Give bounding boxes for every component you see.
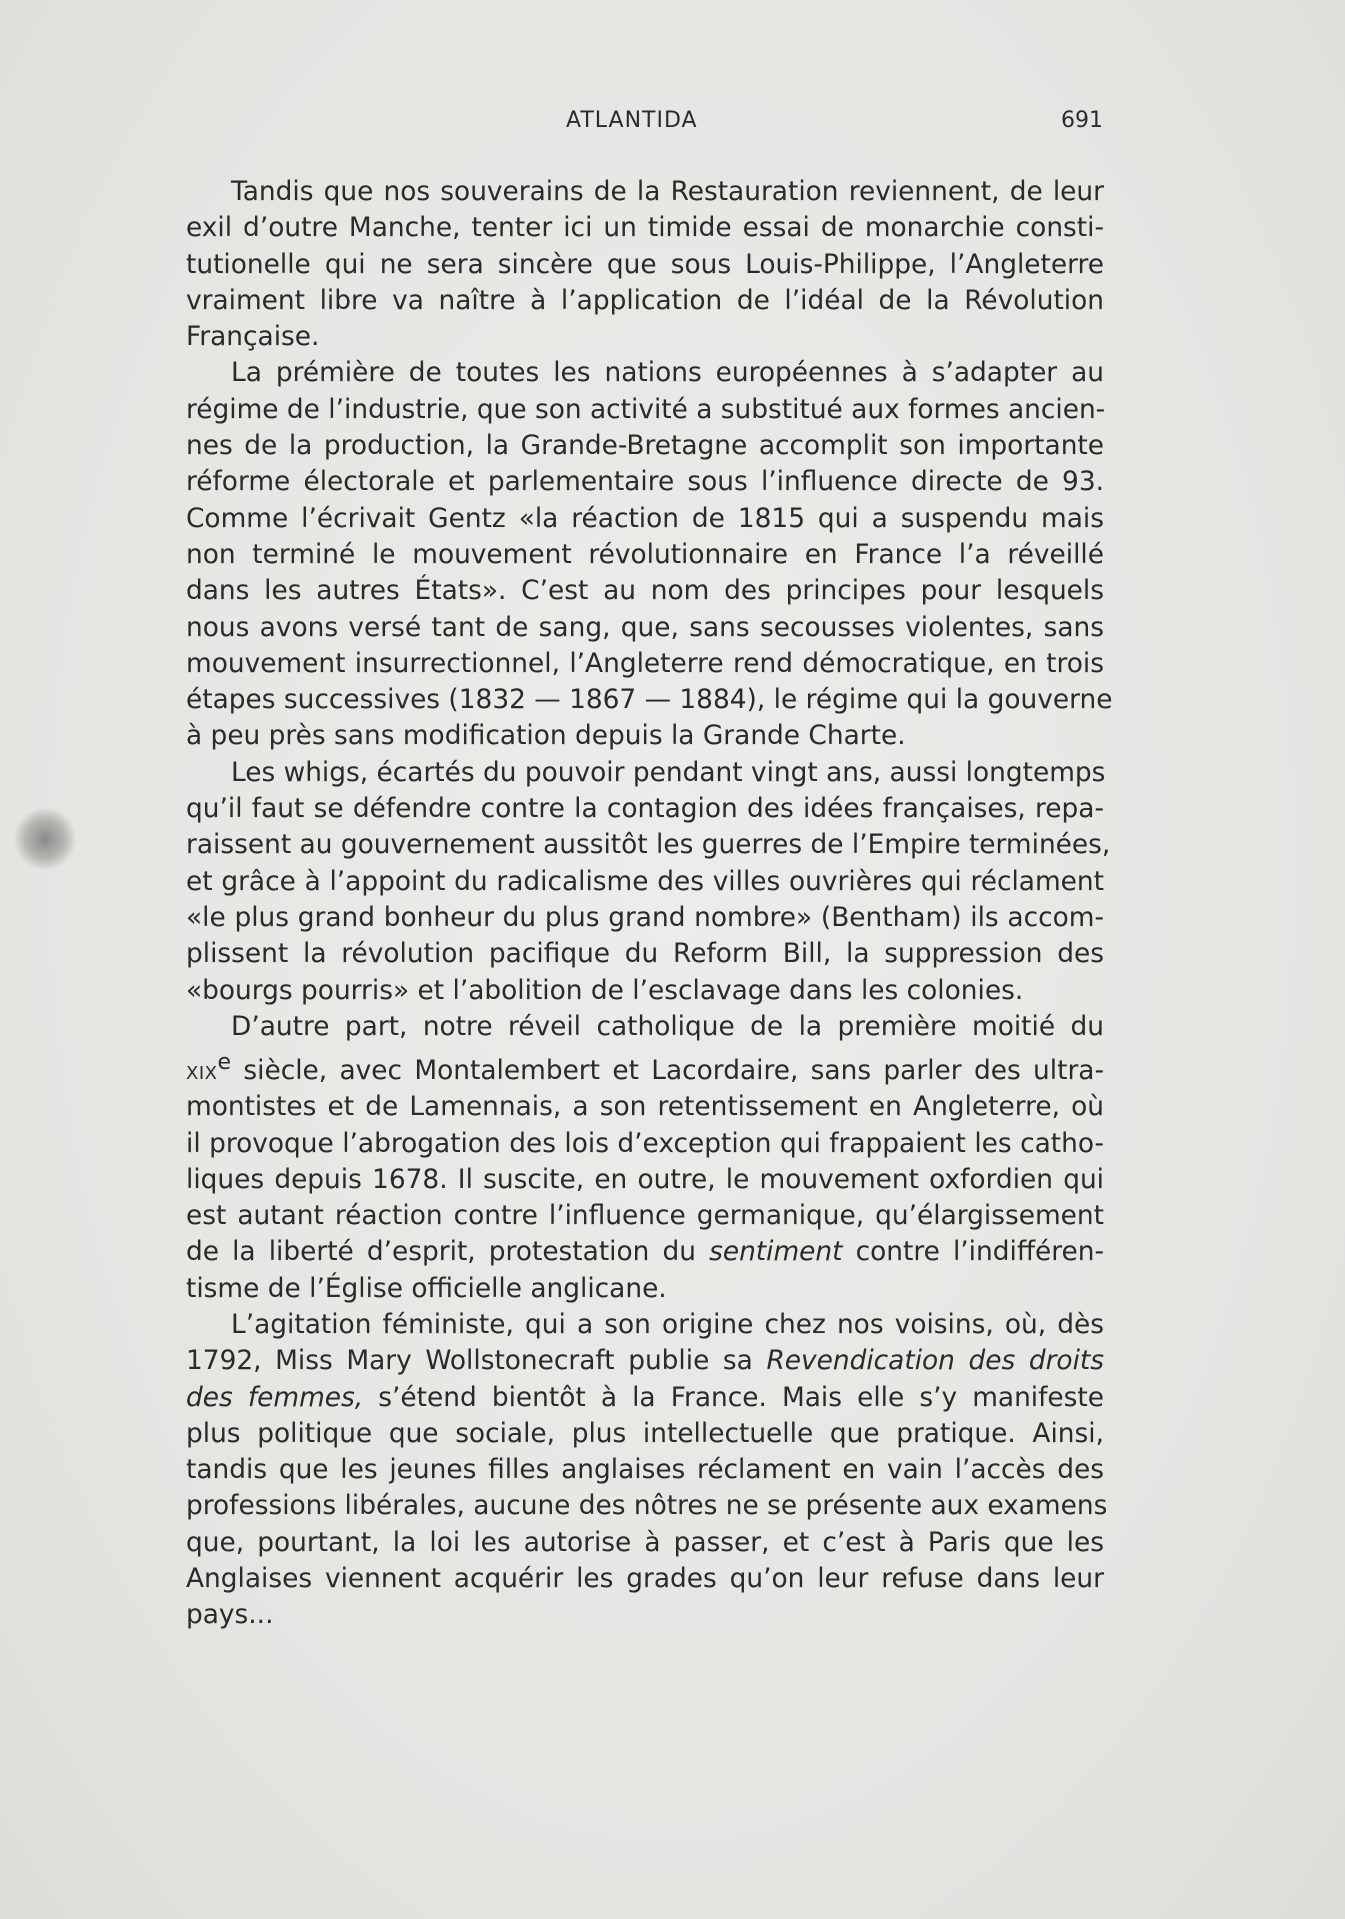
text-line: nous avons versé tant de sang, que, sans secousses violentes, sans [186, 611, 1104, 643]
italic-book-title: Revendication des droits [766, 1345, 1105, 1377]
text-line: est autant réaction contre l’influence germanique, qu’élargissement [186, 1200, 1104, 1232]
text-line: exil d’outre Manche, tenter ici un timide essai de monarchie consti- [186, 212, 1104, 244]
text-line: liques depuis 1678. Il suscite, en outre, le mouvement oxfordien qui [186, 1163, 1104, 1195]
italic-book-title: des femmes, [186, 1381, 364, 1413]
text-line: nes de la production, la Grande-Bretagne accomplit son importante [186, 430, 1104, 462]
text-line [186, 1234, 1104, 1270]
text-line: étapes successives (1832 — 1867 — 1884), le régime qui la gouverne [186, 684, 1113, 716]
text-line: raissent au gouvernement aussitôt les guerres de l’Empire terminées, [186, 829, 1111, 861]
text-line: qu’il faut se défendre contre la contagion des idées françaises, repa- [186, 793, 1104, 825]
body-text [186, 174, 1113, 1634]
text-line: plus politique que sociale, plus intellectuelle que pratique. Ainsi, [186, 1417, 1104, 1449]
text-line: Les whigs, écartés du pouvoir pendant vingt ans, aussi longtemps [231, 756, 1106, 788]
text-line: non terminé le mouvement révolutionnaire en France l’a réveillé [186, 538, 1104, 570]
text-line: «bourgs pourris» et l’abolition de l’esclavage dans les colonies. [186, 974, 1024, 1006]
text-fragment: siècle, avec Montalembert et Lacordaire, sans parler des ultra- [243, 1054, 1104, 1086]
text-line: tandis que les jeunes filles anglaises réclament en vain l’accès des [186, 1454, 1104, 1486]
text-line: Comme l’écrivait Gentz «la réaction de 1815 qui a suspendu mais [186, 502, 1104, 534]
page-header [186, 108, 1106, 148]
text-line: dans les autres États». C’est au nom des principes pour lesquels [186, 575, 1104, 607]
page-number: 691 [1061, 108, 1103, 133]
text-line: montistes et de Lamennais, a son retentissement en Angleterre, où [186, 1091, 1104, 1123]
text-line: Tandis que nos souverains de la Restauration reviennent, de leur [231, 176, 1104, 207]
text-line: La prémière de toutes les nations européennes à s’adapter au [231, 357, 1104, 389]
text-line: que, pourtant, la loi les autorise à passer, et c’est à Paris que les [186, 1526, 1104, 1558]
century-superscript: e [217, 1050, 232, 1076]
italic-sentiment: sentiment [709, 1236, 843, 1268]
text-line: et grâce à l’appoint du radicalisme des villes ouvrières qui réclament [186, 865, 1104, 897]
text-line: professions libérales, aucune des nôtres ne se présente aux examens [186, 1490, 1108, 1522]
ink-blot-mark [14, 808, 76, 870]
text-fragment: de la liberté d’esprit, protestation du [186, 1236, 696, 1268]
running-title: ATLANTIDA [566, 108, 698, 133]
text-line: Anglaises viennent acquérir les grades qu’on leur refuse dans leur [186, 1563, 1104, 1595]
text-fragment: contre l’indifféren- [855, 1236, 1104, 1268]
century-numeral: xix [186, 1054, 218, 1086]
text-line [186, 1380, 1104, 1416]
text-line: il provoque l’abrogation des lois d’exception qui frappaient les catho- [186, 1127, 1104, 1159]
text-line: D’autre part, notre réveil catholique de la première moitié du [231, 1010, 1104, 1042]
text-line: régime de l’industrie, que son activité a substitué aux formes ancien- [186, 393, 1106, 425]
text-fragment: s’étend bientôt à la France. Mais elle s’y manifeste [378, 1381, 1104, 1413]
text-line: «le plus grand bonheur du plus grand nombre» (Bentham) ils accom- [186, 901, 1104, 933]
text-line: tisme de l’Église officielle anglicane. [186, 1272, 667, 1304]
text-line: vraiment libre va naître à l’application de l’idéal de la Révolution [186, 284, 1104, 316]
text-line: L’agitation féministe, qui a son origine chez nos voisins, où, dès [231, 1309, 1104, 1340]
text-line [186, 1045, 1104, 1089]
text-line: tutionelle qui ne sera sincère que sous Louis-Philippe, l’Angleterre [186, 248, 1104, 280]
text-line: à peu près sans modification depuis la Grande Charte. [186, 720, 906, 752]
text-line: pays... [186, 1599, 274, 1631]
text-fragment: 1792, Miss Mary Wollstonecraft publie sa [186, 1345, 753, 1377]
text-line: Française. [186, 321, 320, 353]
text-line [186, 1343, 1104, 1379]
text-line: mouvement insurrectionnel, l’Angleterre rend démocratique, en trois [186, 647, 1104, 679]
text-line: réforme électorale et parlementaire sous l’influence directe de 93. [186, 466, 1104, 498]
text-line: plissent la révolution pacifique du Reform Bill, la suppression des [186, 938, 1104, 970]
